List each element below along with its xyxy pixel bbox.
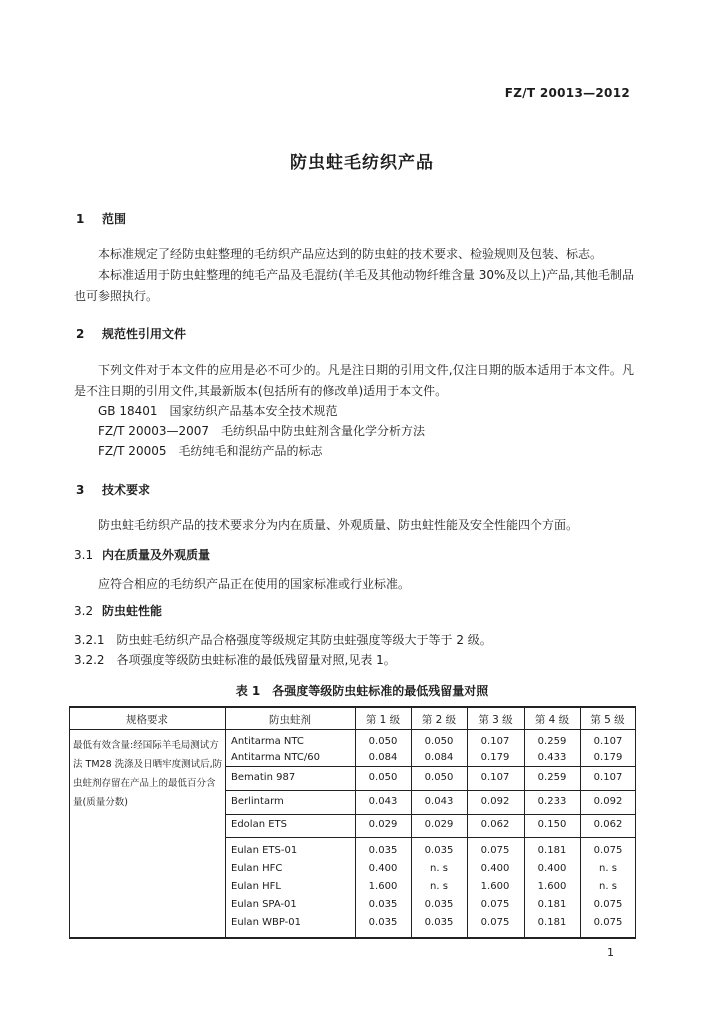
section-title: 技术要求 [102,483,151,497]
table-cell: 0.181 [537,845,567,856]
scope-paragraph-1: 本标准规定了经防虫蛀整理的毛纺织产品应达到的防虫蛀的技术要求、检验规则及包装、标志。 [98,247,603,261]
table-cell: 0.062 [480,819,510,830]
table-rule [225,766,636,767]
section-title: 范围 [102,212,127,226]
table-cell: 0.043 [368,796,398,807]
table-cell: 0.075 [593,845,623,856]
agent-name: Eulan HFL [231,881,281,892]
agent-name: Eulan WBP-01 [231,917,301,928]
table-cell: n. s [430,863,448,874]
table-rule [225,814,636,815]
standard-number: FZ/T 20013—2012 [504,86,630,100]
agent-name: Bematin 987 [231,772,296,783]
table-cell: 0.107 [593,736,623,747]
reference-item: FZ/T 20005 毛纺纯毛和混纺产品的标志 [98,444,323,458]
residue-table [69,706,636,938]
agent-name: Edolan ETS [231,819,287,830]
table-cell: 0.400 [537,863,567,874]
section-number: 1 [76,212,85,226]
agent-name: Eulan SPA-01 [231,899,297,910]
table-rule [524,706,525,938]
table-header-cell: 防虫蛀剂 [269,714,311,726]
references-paragraph: 下列文件对于本文件的应用是必不可少的。凡是注日期的引用文件,仅注日期的版本适用于本文件。凡是不注日期的引用文件,其最新版本(包括所有的修改单)适用于本文件。 [74,363,634,398]
table-cell: 0.400 [368,863,398,874]
clause-3-2-2: 3.2.2 各项强度等级防虫蛀标准的最低残留量对照,见表 1。 [74,653,396,667]
table-header-cell: 第 5 级 [590,714,625,726]
section-number: 3.1 [74,548,94,562]
page-number: 1 [607,946,614,959]
agent-name: Eulan ETS-01 [231,845,298,856]
table-cell: 0.075 [480,899,510,910]
table-cell: 0.035 [424,899,454,910]
table-cell: 0.035 [424,845,454,856]
clause-3-2-1: 3.2.1 防虫蛀毛纺织产品合格强度等级规定其防虫蛀强度等级大于等于 2 级。 [74,633,492,647]
table-cell: 0.035 [368,899,398,910]
reference-item: FZ/T 20003—2007 毛纺织品中防虫蛀剂含量化学分析方法 [98,424,426,438]
table-cell: 0.107 [480,772,510,783]
section-2-heading [76,325,186,342]
section-number: 3.2 [74,604,94,618]
table-rule [355,706,356,938]
table-cell: 0.062 [593,819,623,830]
document-title: 防虫蛀毛纺织产品 [290,153,434,173]
table-cell: 0.043 [424,796,454,807]
table-cell: 0.035 [424,917,454,928]
table-header-cell: 第 1 级 [365,714,401,726]
table-cell: 0.029 [368,819,398,830]
table-cell: 0.181 [537,899,567,910]
table-cell: 0.084 [368,752,398,763]
table-cell: 0.075 [480,845,510,856]
section-1-heading [76,210,126,227]
table-cell: 0.075 [480,917,510,928]
table-cell: 0.092 [480,796,510,807]
table-cell: 0.050 [368,736,398,747]
section-title: 内在质量及外观质量 [102,548,211,562]
agent-name: Eulan HFC [231,863,283,874]
table-rule [69,729,636,730]
table-cell: 0.181 [537,917,567,928]
table-cell: 0.035 [368,845,398,856]
section-3-2-heading [74,602,162,619]
table-cell: 0.179 [480,752,510,763]
table-rule [69,937,636,939]
table-header-cell: 规格要求 [126,714,168,726]
table-cell: 0.179 [593,752,623,763]
table-cell: 0.107 [480,736,510,747]
table-cell: 0.035 [368,917,398,928]
table-cell: n. s [599,863,617,874]
table-cell: 0.233 [537,796,567,807]
table-rule [467,706,468,938]
scope-paragraph-2: 本标准适用于防虫蛀整理的纯毛产品及毛混纺(羊毛及其他动物纤维含量 30%及以上)产品,其他毛制品也可参照执行。 [74,268,634,303]
section-title: 防虫蛀性能 [102,604,163,618]
table-rule [69,706,70,938]
table-rule [411,706,412,938]
section-number: 3 [76,483,85,497]
table-cell: n. s [599,881,617,892]
table-cell: 0.050 [368,772,398,783]
table-caption: 表 1 各强度等级防虫蛀标准的最低残留量对照 [235,684,489,698]
section-number: 2 [76,327,85,341]
table-cell: 0.075 [593,899,623,910]
table-cell: 0.092 [593,796,623,807]
section-3-1-paragraph: 应符合相应的毛纺织产品正在使用的国家标准或行业标准。 [98,577,411,591]
table-cell: n. s [430,881,448,892]
table-cell: 1.600 [368,881,398,892]
table-cell: 0.075 [593,917,623,928]
table-cell: 0.433 [537,752,567,763]
table-rule [225,837,636,838]
table-cell: 0.029 [424,819,454,830]
table-rule [635,706,636,938]
table-cell: 1.600 [480,881,510,892]
table-cell: 0.107 [593,772,623,783]
requirements-paragraph: 防虫蛀毛纺织产品的技术要求分为内在质量、外观质量、防虫蛀性能及安全性能四个方面。 [98,518,579,532]
table-rule [225,790,636,791]
agent-name: Antitarma NTC/60 [231,752,320,763]
table-header-cell: 第 3 级 [478,714,513,726]
requirement-description: 最低有效含量:经国际羊毛局测试方法 TM28 洗涤及日晒牢度测试后,防虫蛀剂存留在产品上的最低百分含量(质量分数) [73,740,223,808]
table-cell: 0.150 [537,819,567,830]
table-cell: 0.400 [480,863,510,874]
table-rule [580,706,581,938]
table-cell: 0.084 [424,752,454,763]
section-3-heading [76,481,150,498]
table-rule [69,706,636,708]
agent-name: Antitarma NTC [231,736,304,747]
table-cell: 0.259 [537,736,567,747]
table-cell: 0.050 [424,772,454,783]
section-title: 规范性引用文件 [102,327,187,341]
table-cell: 1.600 [537,881,567,892]
table-cell: 0.259 [537,772,567,783]
table-header-cell: 第 2 级 [421,714,457,726]
reference-item: GB 18401 国家纺织产品基本安全技术规范 [98,404,338,418]
section-3-1-heading [74,546,210,563]
table-rule [225,706,226,938]
table-header-cell: 第 4 级 [534,714,570,726]
table-cell: 0.050 [424,736,454,747]
agent-name: Berlintarm [231,796,284,807]
